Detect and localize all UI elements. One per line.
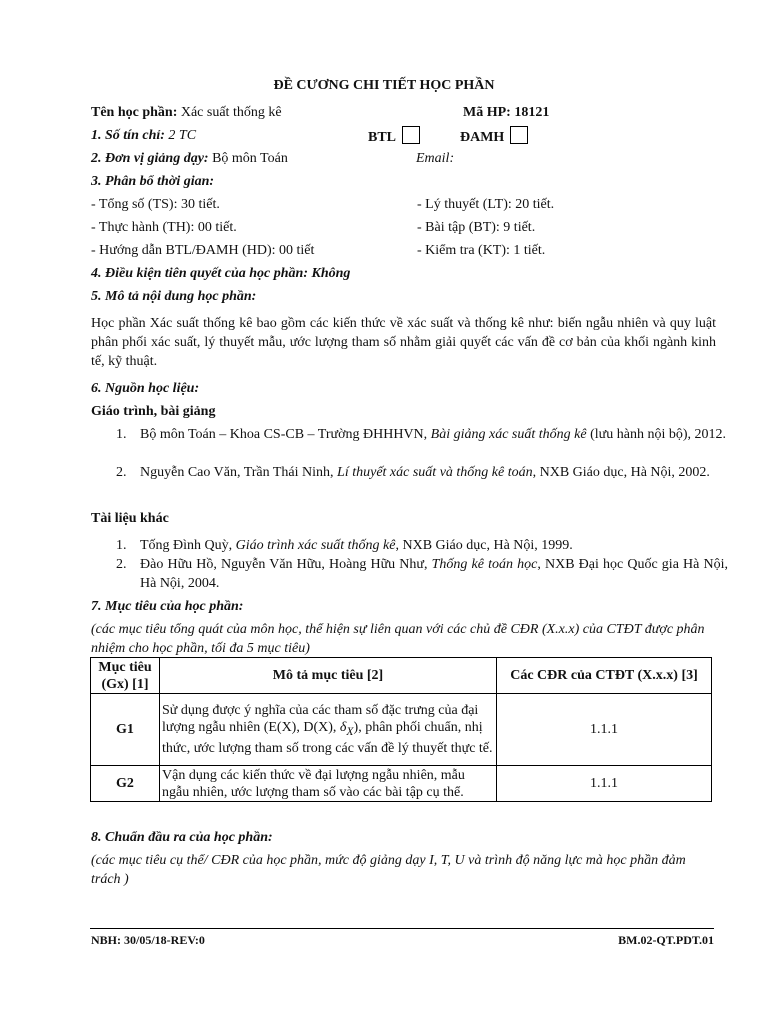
unit-label: 2. Đơn vị giảng dạy: — [91, 151, 209, 166]
other-item — [116, 536, 728, 555]
damh-checkbox[interactable] — [510, 126, 528, 144]
time-kt: - Kiểm tra (KT): 1 tiết. — [417, 243, 546, 258]
unit-value: Bộ môn Toán — [212, 151, 288, 166]
footer-divider — [90, 928, 714, 929]
table-header-row — [91, 658, 712, 694]
other-publisher: , NXB Giáo dục, Hà Nội, 1999. — [395, 538, 573, 553]
sigma-subscript: X — [346, 724, 354, 738]
footer-right: BM.02-QT.PDT.01 — [618, 933, 714, 947]
goal-cdr: 1.1.1 — [497, 694, 712, 766]
textbook-title: Lí thuyết xác suất và thống kê toán — [337, 465, 533, 480]
description-heading: 5. Mô tả nội dung học phần: — [91, 289, 257, 304]
other-number: 2. — [116, 557, 127, 572]
table-row — [91, 694, 712, 766]
col-header-cdr: Các CĐR của CTĐT (X.x.x) [3] — [497, 658, 712, 694]
course-code-value: 18121 — [514, 105, 550, 120]
other-authors: Tống Đình Quỳ, — [140, 538, 236, 553]
course-code-label: Mã HP: — [463, 105, 511, 120]
outcomes-note: (các mục tiêu cụ thể/ CĐR của học phần, mức độ giảng dạy I, T, U và trình độ năng lực mà học phần đảm trách ) — [91, 853, 686, 887]
goal-id: G1 — [91, 694, 160, 766]
col-header-goal: Mục tiêu (Gx) [1] — [91, 658, 160, 694]
textbook-number: 1. — [116, 427, 127, 442]
time-lt: - Lý thuyết (LT): 20 tiết. — [417, 197, 555, 212]
goal-desc: Vận dụng các kiến thức về đại lượng ngẫu nhiên, mẫu ngẫu nhiên, ước lượng tham số vào các bài tập cụ thể. — [160, 766, 497, 802]
credits-label: 1. Số tín chỉ: — [91, 128, 165, 143]
materials-heading: 6. Nguồn học liệu: — [91, 381, 200, 396]
others-heading: Tài liệu khác — [91, 511, 169, 526]
textbook-publisher: , NXB Giáo dục, Hà Nội, 2002. — [532, 465, 710, 480]
other-item — [116, 555, 728, 593]
objectives-table — [90, 657, 712, 802]
other-number: 1. — [116, 538, 127, 553]
goal-desc-text-end: ), phân phối chuẩn, nhị thức, ước lượng tham số trong các vấn đề lý thuyết thực tế. — [162, 720, 493, 756]
btl-row — [368, 126, 420, 147]
damh-row — [460, 126, 528, 147]
other-publisher: , NXB Đại học Quốc gia Hà Nội, Hà Nội, 2004. — [140, 557, 728, 591]
document-title: ĐỀ CƯƠNG CHI TIẾT HỌC PHẦN — [273, 78, 495, 93]
damh-label: ĐAMH — [460, 130, 505, 145]
col-header-desc: Mô tả mục tiêu [2] — [160, 658, 497, 694]
textbook-item — [116, 463, 728, 482]
goal-desc-text: Sử dụng được ý nghĩa của các tham số đặc trưng của đại lượng ngẫu nhiên (E(X), D(X), — [162, 703, 479, 736]
other-title: Thống kê toán học — [431, 557, 538, 572]
sigma-symbol: δ — [339, 720, 347, 736]
email-label: Email: — [416, 151, 455, 166]
table-row — [91, 766, 712, 802]
footer-left: NBH: 30/05/18-REV:0 — [91, 933, 205, 947]
textbook-authors: Nguyễn Cao Văn, Trần Thái Ninh, — [140, 465, 338, 480]
textbook-title: Bài giảng xác suất thống kê — [430, 427, 587, 442]
other-authors: Đào Hữu Hồ, Nguyễn Văn Hữu, Hoàng Hữu Như, — [140, 557, 432, 572]
credits-row — [91, 126, 196, 145]
course-name-value: Xác suất thống kê — [180, 105, 282, 120]
objectives-heading: 7. Mục tiêu của học phần: — [91, 599, 244, 614]
goal-cdr: 1.1.1 — [497, 766, 712, 802]
time-heading: 3. Phân bổ thời gian: — [91, 174, 215, 189]
textbook-publisher: (lưu hành nội bộ), 2012. — [586, 427, 726, 442]
outcomes-heading: 8. Chuẩn đầu ra của học phần: — [91, 830, 273, 845]
textbooks-heading: Giáo trình, bài giảng — [91, 404, 216, 419]
textbook-item — [116, 425, 728, 444]
goal-id: G2 — [91, 766, 160, 802]
credits-value: 2 TC — [168, 128, 197, 143]
description-text: Học phần Xác suất thống kê bao gồm các kiến thức về xác suất và thống kê như: biến ngẫu nhiên và quy luật phân phối xác suất, lý thuyết mẫu, ước lượng tham số nhằm giải quyết các vấn đề cơ bản của khối ngành kinh tế, kỹ thuật. — [91, 316, 716, 369]
course-name-row — [91, 103, 282, 122]
btl-checkbox[interactable] — [402, 126, 420, 144]
unit-row — [91, 149, 288, 168]
time-th: - Thực hành (TH): 00 tiết. — [91, 220, 237, 235]
time-ts: - Tổng số (TS): 30 tiết. — [91, 197, 220, 212]
objectives-note: (các mục tiêu tổng quát của môn học, thể hiện sự liên quan với các chủ đề CĐR (X.x.x) của CTĐT được phân nhiệm cho học phần, tối đa 5 mục tiêu) — [91, 622, 705, 656]
goal-desc — [160, 694, 497, 766]
course-code-row — [463, 103, 549, 122]
time-bt: - Bài tập (BT): 9 tiết. — [417, 220, 536, 235]
prereq: 4. Điều kiện tiên quyết của học phần: Không — [91, 266, 351, 281]
other-title: Giáo trình xác suất thống kê — [235, 538, 396, 553]
btl-label: BTL — [368, 130, 397, 145]
textbook-number: 2. — [116, 465, 127, 480]
time-hd: - Hướng dẫn BTL/ĐAMH (HD): 00 tiết — [91, 243, 315, 258]
textbook-authors: Bộ môn Toán – Khoa CS-CB – Trường ĐHHHVN, — [140, 427, 431, 442]
course-name-label: Tên học phần: — [91, 105, 178, 120]
